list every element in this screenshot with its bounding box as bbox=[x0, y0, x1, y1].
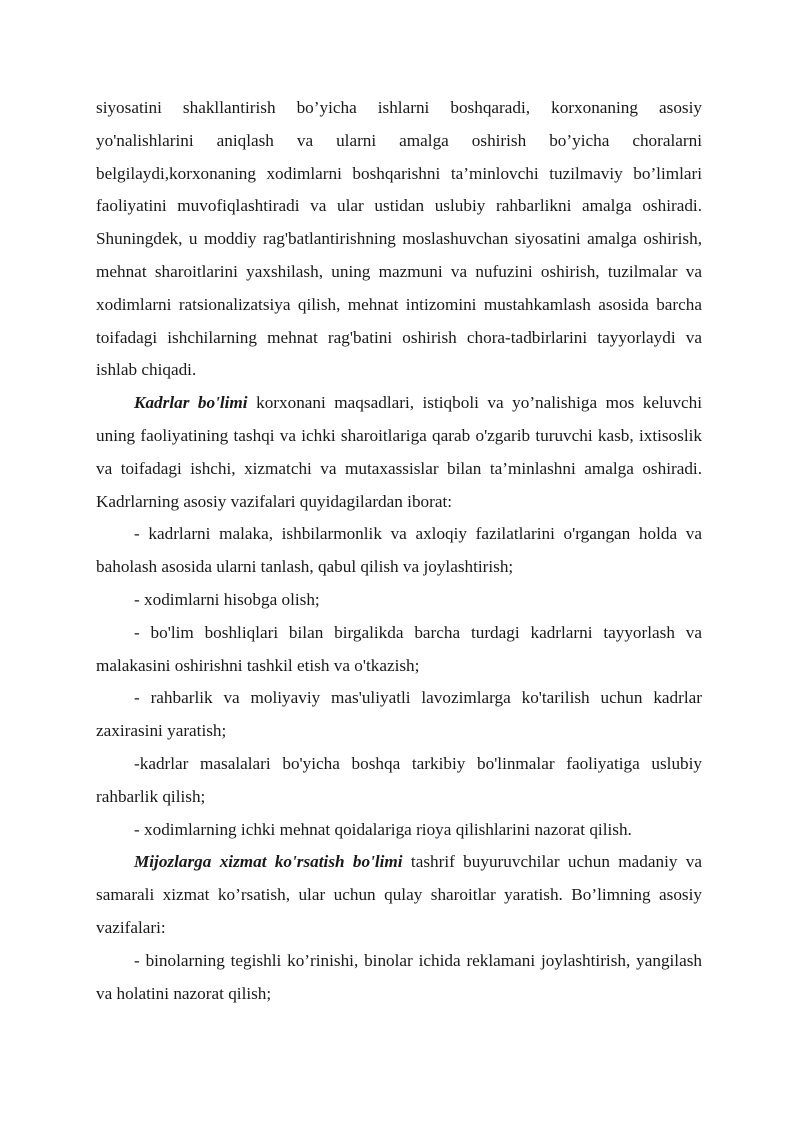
paragraph-text: siyosatini shakllantirish bo’yicha ishlarni boshqaradi, korxonaning asosiy yo'nalishlarini aniqlash va ularni amalga oshirish bo’yicha choralarni belgilaydi,korxonaning xodimlarni boshqarishni ta’minlovchi tuzilmaviy bo’limlari faoliyatini muvofiqlashtiradi va ular ustidan uslubiy rahbarlikni amalga oshiradi. Shuningdek, u moddiy rag'batlantirishning moslashuvchan siyosatini amalga oshirish, mehnat sharoitlarini yaxshilash, uning mazmuni va nufuzini oshirish, tuzilmalar va xodimlarni ratsionalizatsiya qilish, mehnat intizomini mustahkamlash asosida barcha toifadagi ishchilarning mehnat rag'batini oshirish chora-tadbirlarini tayyorlaydi va ishlab chiqadi. bbox=[96, 98, 702, 380]
document-page bbox=[96, 92, 702, 1010]
list-item-text: - bo'lim boshliqlari bilan birgalikda barcha turdagi kadrlarni tayyorlash va malakasini oshirishni tashkil etish va o'tkazish; bbox=[96, 622, 702, 675]
term-mijozlarga-xizmat: Mijozlarga xizmat ko'rsatish bo'limi bbox=[134, 852, 403, 872]
list-item bbox=[96, 814, 702, 847]
list-item bbox=[96, 748, 702, 814]
list-item-text: - kadrlarni malaka, ishbilarmonlik va axloqiy fazilatlarini o'rgangan holda va baholash asosida ularni tanlash, qabul qilish va joylashtirish; bbox=[96, 524, 702, 577]
list-item-text: -kadrlar masalalari bo'yicha boshqa tarkibiy bo'linmalar faoliyatiga uslubiy rahbarlik qilish; bbox=[96, 753, 702, 806]
list-item bbox=[96, 617, 702, 683]
list-item-text: - binolarning tegishli ko’rinishi, binolar ichida reklamani joylashtirish, yangilash va holatini nazorat qilish; bbox=[96, 950, 702, 1003]
paragraph-text: tashrif buyuruvchilar uchun madaniy va samarali xizmat ko’rsatish, ular uchun qulay sharoitlar yaratish. Bo’limning asosiy vazifalari: bbox=[96, 852, 703, 937]
paragraph-intro bbox=[96, 92, 702, 387]
paragraph-text: korxonani maqsadlari, istiqboli va yo’nalishiga mos keluvchi uning faoliyatining tashqi va ichki sharoitlariga qarab o'zgarib turuvchi kasb, ixtisoslik va toifadagi ishchi, xizmatchi va mutaxassislar bilan ta’minlashni amalga oshiradi. Kadrlarning asosiy vazifalari quyidagilardan iborat: bbox=[96, 393, 702, 511]
term-kadrlar-bolimi: Kadrlar bo'limi bbox=[134, 393, 248, 413]
list-item-text: - xodimlarni hisobga olish; bbox=[134, 589, 320, 609]
list-item bbox=[96, 584, 702, 617]
list-item-text: - xodimlarning ichki mehnat qoidalariga rioya qilishlarini nazorat qilish. bbox=[134, 819, 632, 839]
paragraph-kadrlar-bolimi bbox=[96, 387, 702, 518]
paragraph-mijozlarga-xizmat bbox=[96, 846, 702, 944]
list-item bbox=[96, 518, 702, 584]
list-item bbox=[96, 945, 702, 1011]
list-item bbox=[96, 682, 702, 748]
list-item-text: - rahbarlik va moliyaviy mas'uliyatli lavozimlarga ko'tarilish uchun kadrlar zaxirasini yaratish; bbox=[96, 688, 702, 741]
